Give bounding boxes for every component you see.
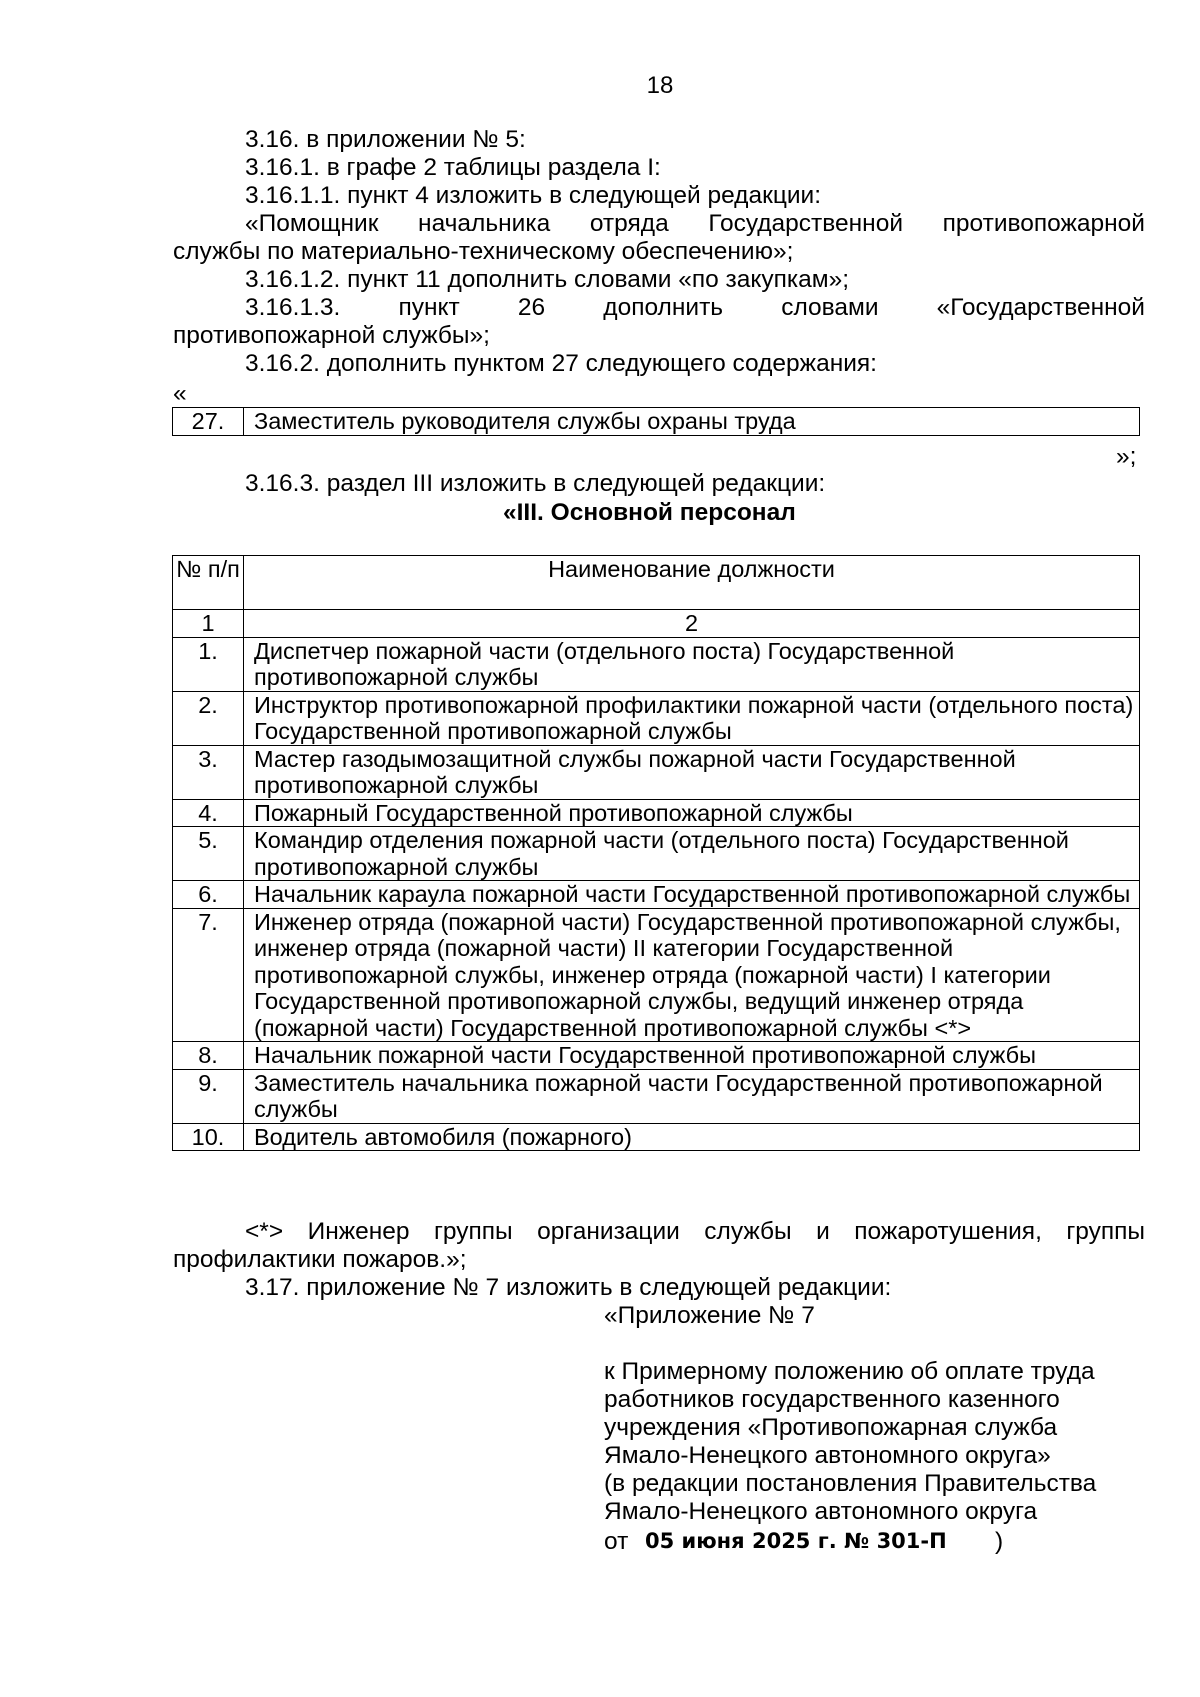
header-name: Наименование должности <box>244 556 1140 610</box>
row-number: 2. <box>173 691 244 745</box>
personnel-table <box>172 555 1140 1151</box>
table-row <box>173 1069 1140 1123</box>
table-row <box>173 637 1140 691</box>
position-name: Заместитель начальника пожарной части Государственной противопожарной службы <box>244 1069 1140 1123</box>
appendix-reference <box>604 1358 1096 1526</box>
appendix-line: к Примерному положению об оплате труда <box>604 1358 1095 1385</box>
table-row <box>173 745 1140 799</box>
position-name: Пожарный Государственной противопожарной службы <box>244 799 1140 827</box>
appendix-line: (в редакции постановления Правительства <box>604 1470 1097 1497</box>
appendix-line: работников государственного казенного <box>604 1386 1060 1413</box>
column-number-2: 2 <box>244 610 1140 638</box>
paragraph-3-16-3: 3.16.3. раздел III изложить в следующей редакции: <box>245 470 826 497</box>
table-row <box>173 908 1140 1042</box>
paragraph-3-16: 3.16. в приложении № 5: <box>245 126 526 153</box>
position-name: Начальник караула пожарной части Государственной противопожарной службы <box>244 881 1140 909</box>
table-row <box>173 691 1140 745</box>
row-number: 6. <box>173 881 244 909</box>
row-number: 9. <box>173 1069 244 1123</box>
row-number: 1. <box>173 637 244 691</box>
position-name: Инструктор противопожарной профилактики пожарной части (отдельного поста) Государственной противопожарной службы <box>244 691 1140 745</box>
paragraph-3-16-1: 3.16.1. в графе 2 таблицы раздела I: <box>245 154 661 181</box>
paragraph-3-16-1-3: 3.16.1.3. пункт 26 дополнить словами «Государственной <box>245 294 1145 321</box>
paragraph-3-17: 3.17. приложение № 7 изложить в следующей редакции: <box>245 1274 892 1301</box>
position-name: Диспетчер пожарной части (отдельного поста) Государственной противопожарной службы <box>244 637 1140 691</box>
position-name: Заместитель руководителя службы охраны труда <box>244 408 1140 436</box>
paragraph-3-16-1-1: 3.16.1.1. пункт 4 изложить в следующей редакции: <box>245 182 822 209</box>
row-number: 7. <box>173 908 244 1042</box>
row-number: 3. <box>173 745 244 799</box>
page-number: 18 <box>646 72 674 99</box>
close-quote: »; <box>1116 443 1137 470</box>
row-number: 4. <box>173 799 244 827</box>
position-name: Командир отделения пожарной части (отдельного поста) Государственной противопожарной службы <box>244 827 1140 881</box>
table-row <box>173 1123 1140 1151</box>
date-label: от <box>604 1528 629 1555</box>
section-title: «III. Основной персонал <box>503 499 796 526</box>
date-number-stamp: 05 июня 2025 г. № 301-П <box>645 1529 947 1553</box>
row-number: 10. <box>173 1123 244 1151</box>
footnote-line-2: профилактики пожаров.»; <box>173 1246 467 1273</box>
closing-paren: ) <box>995 1528 1004 1555</box>
footnote-line-1: <*> Инженер группы организации службы и пожаротушения, группы <box>245 1218 1145 1245</box>
paragraph-3-16-1-2: 3.16.1.2. пункт 11 дополнить словами «по закупкам»; <box>245 266 850 293</box>
column-number-1: 1 <box>173 610 244 638</box>
appendix-line: Ямало-Ненецкого автономного округа» <box>604 1442 1051 1469</box>
table-row <box>173 799 1140 827</box>
table-row <box>173 881 1140 909</box>
row-number: 8. <box>173 1042 244 1070</box>
position-name: Мастер газодымозащитной службы пожарной части Государственной противопожарной службы <box>244 745 1140 799</box>
appendix-line: учреждения «Противопожарная служба <box>604 1414 1058 1441</box>
row-number: 27. <box>173 408 244 436</box>
appendix-line: Ямало-Ненецкого автономного округа <box>604 1498 1038 1525</box>
paragraph-3-16-1-3-cont: противопожарной службы»; <box>173 322 490 349</box>
quote-line-2: службы по материально-техническому обеспечению»; <box>173 238 794 265</box>
table-header <box>173 556 1140 610</box>
table-row <box>173 1042 1140 1070</box>
appendix-title: «Приложение № 7 <box>604 1302 815 1329</box>
table-row <box>173 408 1140 436</box>
column-numbers-row <box>173 610 1140 638</box>
small-table <box>172 407 1140 436</box>
paragraph-3-16-2: 3.16.2. дополнить пунктом 27 следующего содержания: <box>245 350 877 377</box>
header-number: № п/п <box>173 556 244 610</box>
table-row <box>173 827 1140 881</box>
open-quote: « <box>173 380 187 407</box>
row-number: 5. <box>173 827 244 881</box>
quote-line-1: «Помощник начальника отряда Государственной противопожарной <box>245 210 1145 237</box>
position-name: Начальник пожарной части Государственной противопожарной службы <box>244 1042 1140 1070</box>
position-name: Водитель автомобиля (пожарного) <box>244 1123 1140 1151</box>
position-name: Инженер отряда (пожарной части) Государственной противопожарной службы, инженер отряда (пожарной части) II категории Государственной противопожарной службы, инженер отряда (пожарной части) I категории Государственной противопожарной службы, ведущий инженер отряда (пожарной части) Государственной противопожарной службы <*> <box>244 908 1140 1042</box>
